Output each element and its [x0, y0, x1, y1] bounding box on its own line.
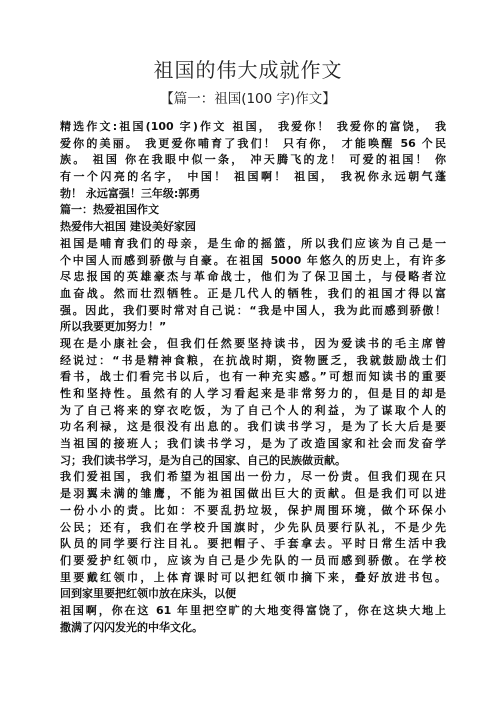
body-line: 血奋战。然而壮烈牺牲。正是几代人的牺牲，我们的祖国才得以富 [60, 286, 446, 300]
body-line: 经说过：“书是精神食粮，在抗战时期，资物匮乏，我就鼓励战士们 [60, 353, 446, 367]
body-line: 队员的同学要行注目礼。要把帽子、手套拿去。平时日常生活中我 [60, 537, 446, 551]
body-line: 们要爱护红领巾，应该为自己是少先队的一员而感到骄傲。在学校 [60, 553, 446, 567]
body-line: 习；我们读书学习，是为自己的国家、自己的民族做贡献。 [60, 453, 346, 467]
body-line: 强。因此，我们要时常对自己说：“我是中国人，我为此而感到骄傲！ [60, 303, 446, 317]
body-line: 祖国啊，你在这 61 年里把空旷的大地变得富饶了，你在这块大地上 [60, 603, 446, 617]
body-line: 我们爱祖国，我们希望为祖国出一份力，尽一份责。但我们现在只 [60, 470, 446, 484]
body-line: 公民；还有，我们在学校升国旗时，少先队员要行队礼，不是少先 [60, 520, 446, 534]
body-line: 族。 祖国 你在我眼中似一条， 冲天腾飞的龙！ 可爱的祖国！ 你 [60, 153, 446, 167]
body-line: 热爱伟大祖国 建设美好家园 [60, 220, 196, 234]
body-line: 所以我要更加努力！” [60, 320, 167, 334]
body-line: 当祖国的接班人；我们读书学习，是为了改造国家和社会而发奋学 [60, 437, 446, 451]
body-line: 回到家里要把红领巾放在床头，以便 [60, 587, 236, 601]
body-line: 有一个闪亮的名字， 中国！ 祖国啊！ 祖国， 我祝你永远朝气蓬 [60, 170, 446, 184]
body-line: 功名利禄，这是很没有出息的。我们读书学习，是为了长大后是要 [60, 420, 446, 434]
body-line: 个中国人而感到骄傲与自豪。在祖国 5000 年悠久的历史上，有许多 [60, 253, 446, 267]
body-line: 祖国是哺育我们的母亲，是生命的摇篮，所以我们应该为自己是一 [60, 236, 446, 250]
body-line: 里要戴红领巾，上体育课时可以把红领巾摘下来，叠好放进书包。 [60, 570, 446, 584]
body-line: 性和坚持性。虽然有的人学习看起来是非常努力的，但是目的却是 [60, 387, 446, 400]
body-line: 尽忠报国的英雄豪杰与革命战士，他们为了保卫国土，与侵略者泣 [60, 270, 446, 284]
body-line: 一份小小的责。比如：不要乱扔垃圾，保护周围环境，做个环保小 [60, 503, 446, 517]
body-line: 爱你的美丽。 我更爱你哺育了我们！ 只有你， 才能唤醒 56 个民 [60, 136, 446, 150]
body-line: 看书，战士们看完书以后，也有一种充实感。”可想而知读书的重要 [60, 370, 446, 384]
body-line: 为了自己将来的穿衣吃饭，为了自己个人的利益，为了谋取个人的 [60, 403, 446, 417]
document-title: 祖国的伟大成就作文 [153, 58, 343, 82]
body-line: 勃！ 永远富强！三年级:郭勇 [60, 186, 201, 200]
document-subtitle: 【篇一：祖国(100 字)作文】 [160, 91, 336, 107]
body-line: 现在是小康社会，但我们任然要坚持读书，因为爱读书的毛主席曾 [60, 336, 446, 350]
body-line: 是羽翼未满的雏鹰，不能为祖国做出巨大的贡献。但是我们可以进 [60, 487, 446, 501]
body-line: 篇一：热爱祖国作文 [60, 203, 159, 217]
body-line: 撒满了闪闪发光的中华文化。 [60, 620, 203, 634]
document-body [60, 119, 446, 636]
body-line: 精选作文:祖国(100 字)作文 祖国， 我爱你！ 我爱你的富饶， 我 [60, 120, 446, 133]
